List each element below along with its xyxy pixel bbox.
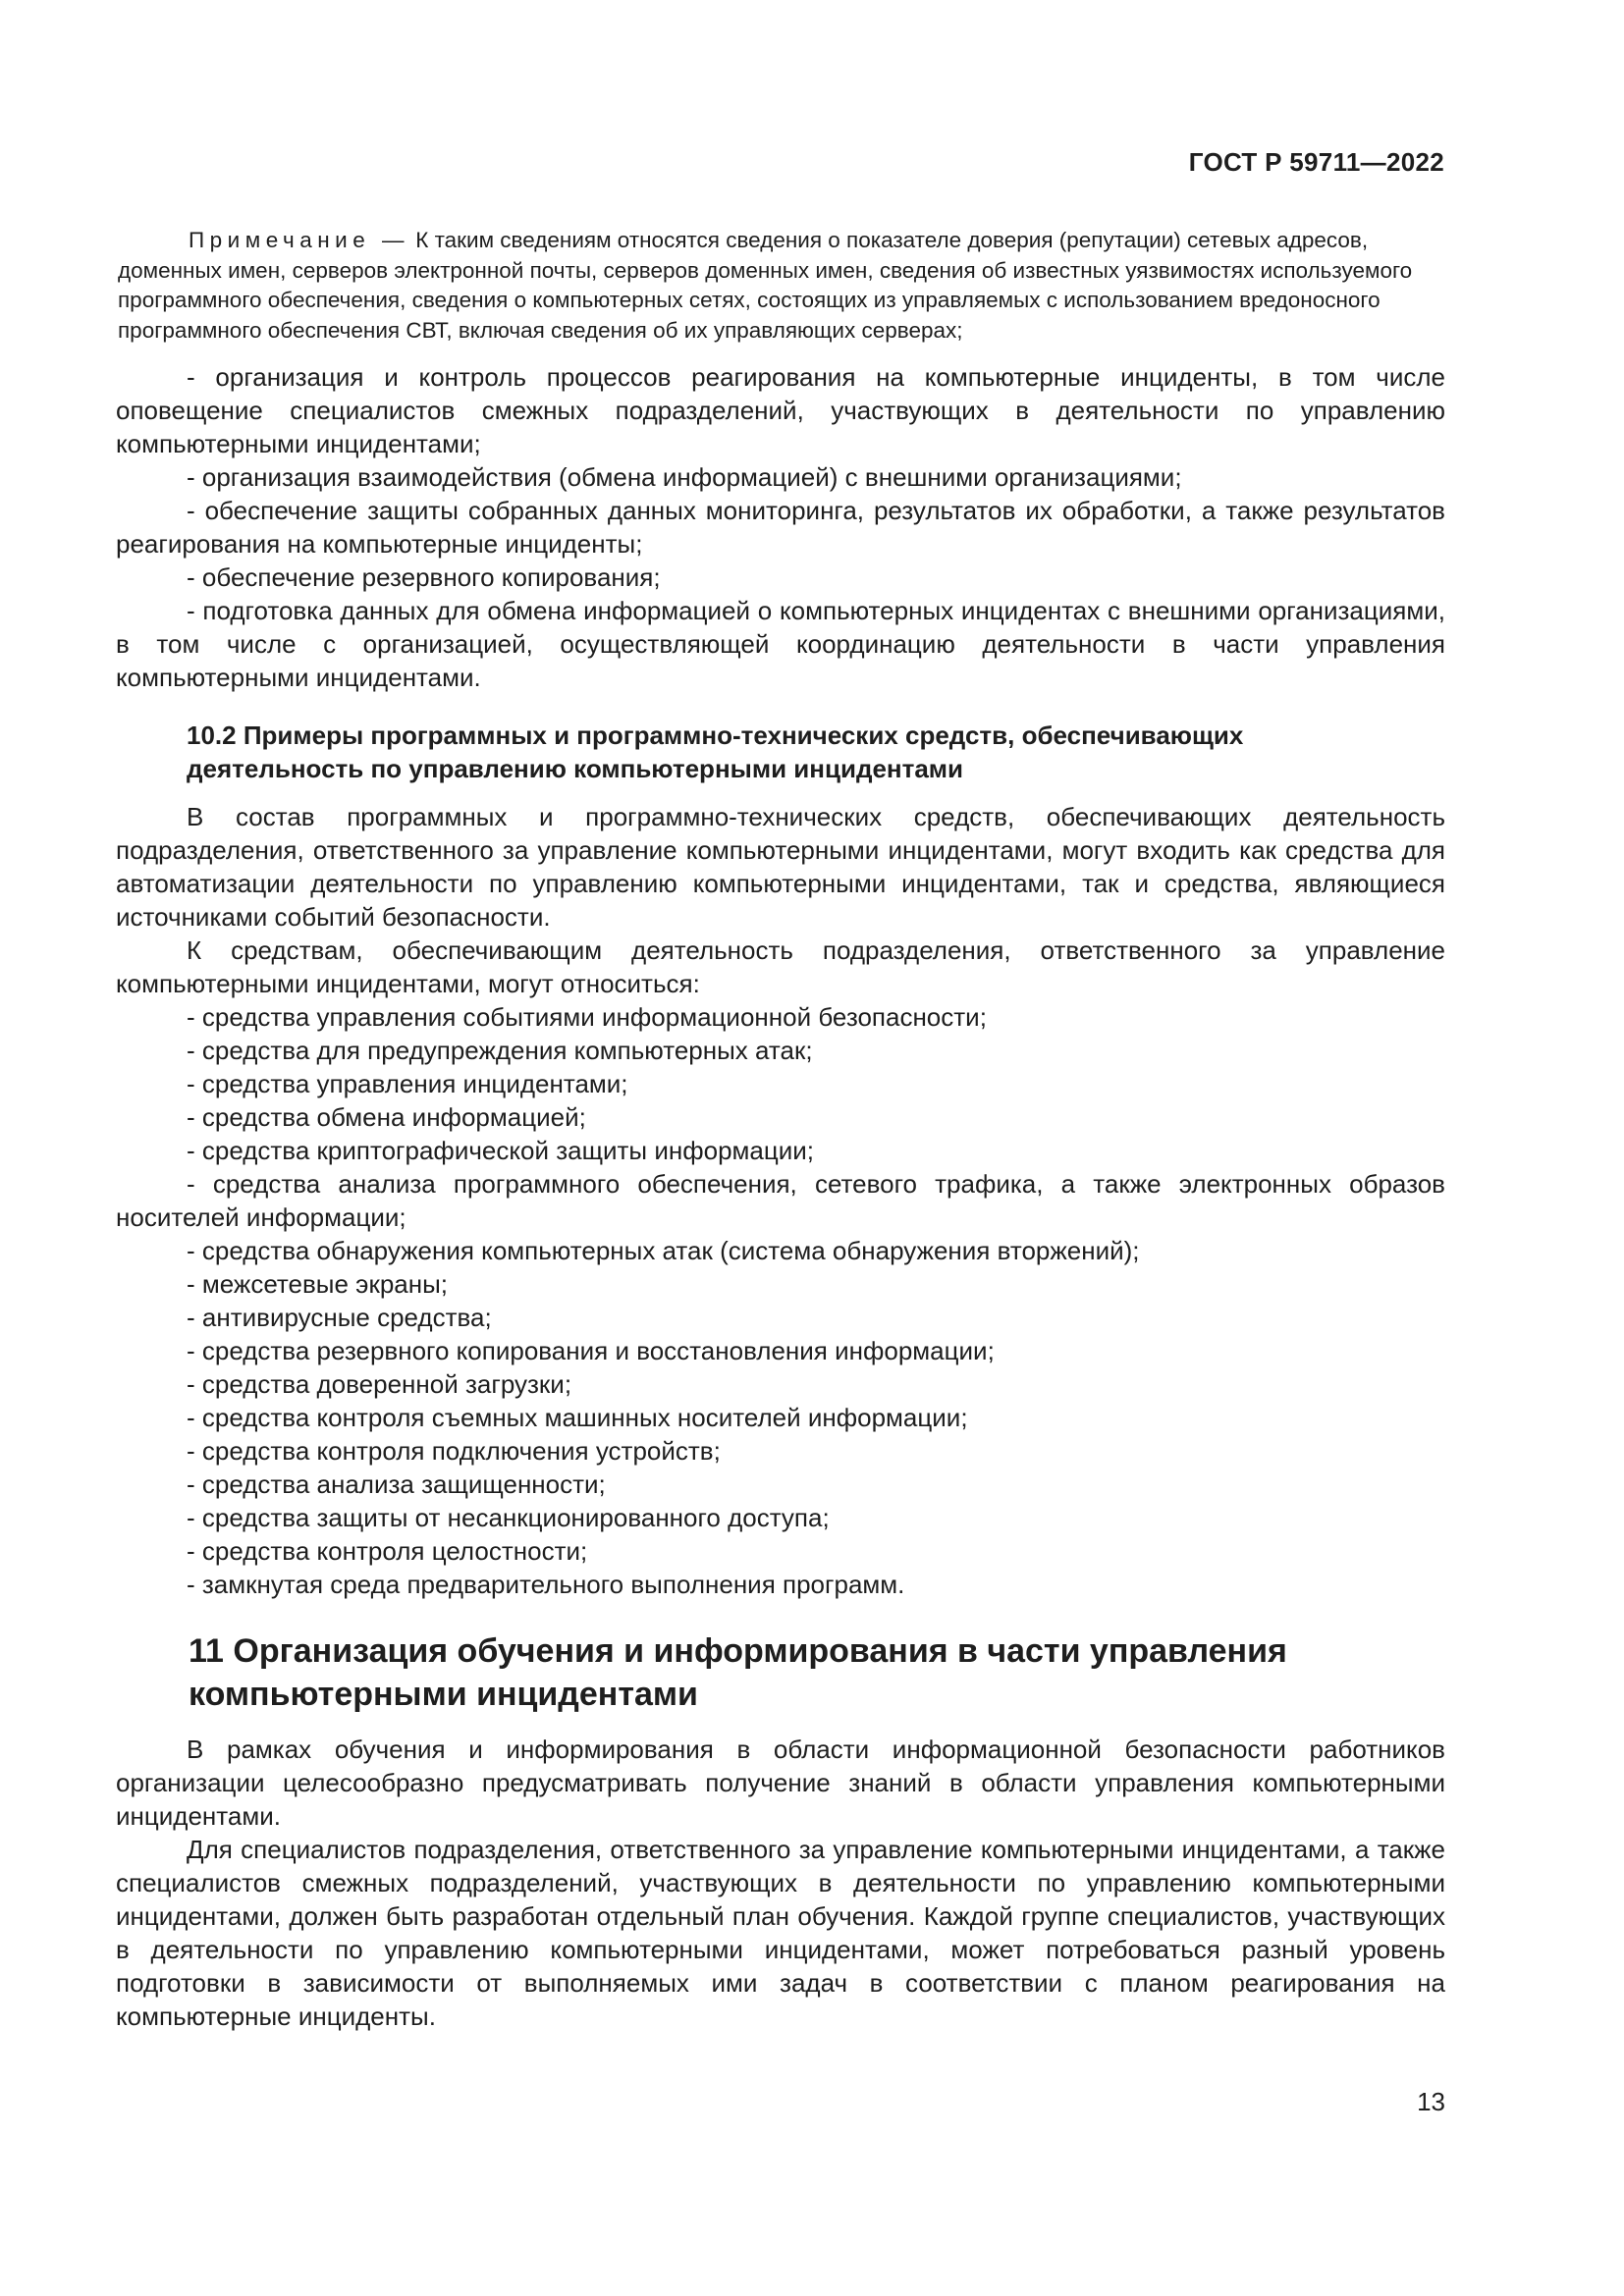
list-item: - антивирусные средства; [187, 1303, 492, 1332]
section-heading-line: компьютерными инцидентами [189, 1676, 698, 1713]
section-heading-line: 11 Организация обучения и информирования в части управления [189, 1632, 1287, 1670]
list-item: - средства доверенной загрузки; [187, 1369, 572, 1399]
standard-header: ГОСТ Р 59711—2022 [1188, 147, 1444, 177]
list-item: - средства для предупреждения компьютерных атак; [187, 1036, 813, 1065]
list-item: - обеспечение резервного копирования; [187, 562, 661, 592]
list-item: - средства управления инцидентами; [187, 1069, 628, 1098]
list-item: - межсетевые экраны; [187, 1269, 449, 1299]
list-item: - средства контроля подключения устройств; [187, 1436, 721, 1466]
section-11-body [116, 1733, 1445, 2033]
section-11-heading [189, 1629, 1465, 1716]
list-item: - организация взаимодействия (обмена информацией) с внешними организациями; [187, 462, 1182, 492]
section-heading-line: 10.2 Примеры программных и программно-технических средств, обеспечивающих [187, 721, 1244, 750]
page-number: 13 [1417, 2087, 1445, 2116]
list-item: - средства защиты от несанкционированного доступа; [187, 1503, 830, 1532]
responsibilities-list [116, 360, 1445, 694]
list-item: - средства контроля целостности; [187, 1536, 588, 1566]
note-text: К таким сведениям относятся сведения о показателе доверия (репутации) сетевых адресов, доменных имен, серверов электронной почты, серверов доменных имен, сведения об известных уязвимостях используемого программного обеспечения, сведения о компьютерных сетях, состоящих из управляемых с использованием вредоносного программного обеспечения СВТ, включая сведения об их управляющих серверах; [118, 228, 1413, 343]
note-paragraph [118, 226, 1445, 346]
list-item: - средства анализа защищенности; [187, 1469, 606, 1499]
list-item: - обеспечение защиты собранных данных мониторинга, результатов их обработки, а также результатов реагирования на компьютерные инциденты; [116, 496, 1445, 559]
list-item: - средства контроля съемных машинных носителей информации; [187, 1403, 968, 1432]
list-item: - замкнутая среда предварительного выполнения программ. [187, 1570, 905, 1599]
list-item: - средства обмена информацией; [187, 1102, 586, 1132]
section-heading-line: деятельность по управлению компьютерными инцидентами [187, 754, 964, 783]
section-10-2-body [116, 800, 1445, 1601]
list-item: - средства криптографической защиты информации; [187, 1136, 815, 1165]
paragraph: К средствам, обеспечивающим деятельность подразделения, ответственного за управление компьютерными инцидентами, могут относиться: [116, 935, 1445, 998]
list-item: - средства резервного копирования и восстановления информации; [187, 1336, 995, 1365]
paragraph: В состав программных и программно-технических средств, обеспечивающих деятельность подразделения, ответственного за управление компьютерными инцидентами, могут входить как средства для автоматизации деятельности по управлению компьютерными инцидентами, так и средства, являющиеся источниками событий безопасности. [116, 802, 1445, 932]
list-item: - подготовка данных для обмена информацией о компьютерных инцидентах с внешними организациями, в том числе с организацией, осуществляющей координацию деятельности в части управления компьютерными инцидентами. [116, 596, 1445, 692]
note-label: Примечание — [189, 228, 409, 252]
section-10-2-heading [187, 719, 1463, 785]
list-item: - средства обнаружения компьютерных атак (система обнаружения вторжений); [187, 1236, 1140, 1265]
list-item: - средства анализа программного обеспечения, сетевого трафика, а также электронных образов носителей информации; [116, 1169, 1445, 1232]
list-item: - организация и контроль процессов реагирования на компьютерные инциденты, в том числе оповещение специалистов смежных подразделений, участвующих в деятельности по управлению компьютерными инцидентами; [116, 362, 1445, 458]
paragraph: Для специалистов подразделения, ответственного за управление компьютерными инцидентами, а также специалистов смежных подразделений, участвующих в деятельности по управлению компьютерными инцидентами, должен быть разработан отдельный план обучения. Каждой группе специалистов, участвующих в деятельности по управлению компьютерными инцидентами, может потребоваться разный уровень подготовки в зависимости от выполняемых ими задач в соответствии с планом реагирования на компьютерные инциденты. [116, 1835, 1445, 2031]
list-item: - средства управления событиями информационной безопасности; [187, 1002, 987, 1032]
paragraph: В рамках обучения и информирования в области информационной безопасности работников организации целесообразно предусматривать получение знаний в области управления компьютерными инцидентами. [116, 1735, 1445, 1831]
